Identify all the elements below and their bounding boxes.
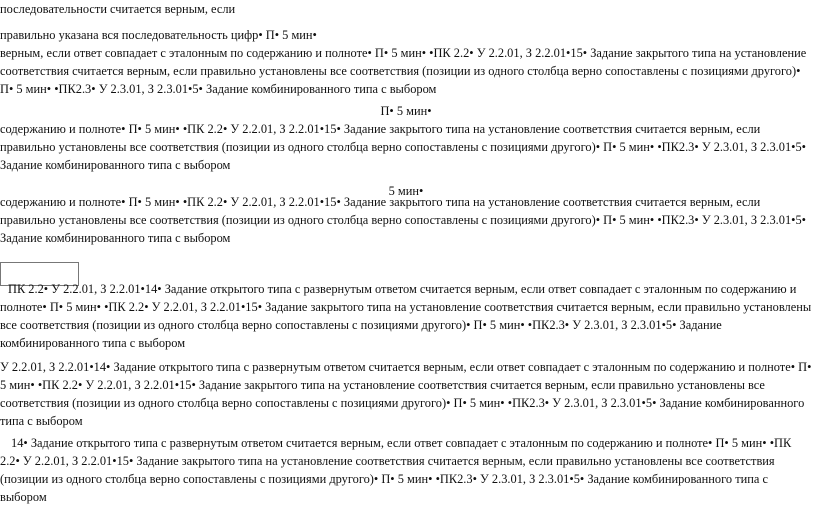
text-block-6: содержанию и полноте• П• 5 мин• •ПК 2.2• У 2.2.01, З 2.2.01•15• Задание закрытого типа на установление соответствия считается верным, если правильно установлены все соответствия (позиции из одного столбца верно сопоставлены с позициями другого)• П• 5 мин• •ПК2.3• У 2.3.01, З 2.3.01•5• Задание комбинированного типа с выбором — [0, 195, 807, 245]
text-block-5: 5 мин• — [388, 184, 424, 198]
text-block-2: правильно указана вся последовательность цифр• П• 5 мин• верным, если ответ совпадает с эталонным по содержанию и полноте• П• 5 мин• •ПК 2.2• У 2.2.01, З 2.2.01•15• Задание закрытого типа на установление соответствия считается верным, если правильно установлены все соответствия (позиции из одного столбца верно сопоставлены с позициями другого)• П• 5 мин• •ПК2.3• У 2.3.01, З 2.3.01•5• Задание комбинированного типа с выбором — [0, 28, 807, 96]
text-block-1: последовательности считается верным, если — [0, 2, 236, 16]
text-block-7: ПК 2.2• У 2.2.01, З 2.2.01•14• Задание открытого типа с развернутым ответом считается верным, если ответ совпадает с эталонным по содержанию и полноте• П• 5 мин• •ПК 2.2• У 2.2.01, З 2.2.01•15• Задание закрытого типа на установление соответствия считается верным, если правильно установлены все соответствия (позиции из одного столбца верно сопоставлены с позициями другого)• П• 5 мин• •ПК2.3• У 2.3.01, З 2.3.01•5• Задание комбинированного типа с выбором — [0, 282, 812, 350]
text-block-8: У 2.2.01, З 2.2.01•14• Задание открытого типа с развернутым ответом считается верным, если ответ совпадает с эталонным по содержанию и полноте• П• 5 мин• •ПК 2.2• У 2.2.01, З 2.2.01•15• Задание закрытого типа на установление соответствия считается верным, если правильно установлены все соответствия (позиции из одного столбца верно сопоставлены с позициями другого)• П• 5 мин• •ПК2.3• У 2.3.01, З 2.3.01•5• Задание комбинированного типа с выбором — [0, 360, 812, 428]
text-block-9: 14• Задание открытого типа с развернутым ответом считается верным, если ответ совпадает с эталонным по содержанию и полноте• П• 5 мин• •ПК 2.2• У 2.2.01, З 2.2.01•15• Задание закрытого типа на установление соответствия считается верным, если правильно установлены все соответствия (позиции из одного столбца верно сопоставлены с позициями другого)• П• 5 мин• •ПК2.3• У 2.3.01, З 2.3.01•5• Задание комбинированного типа с выбором — [0, 436, 792, 504]
text-block-3: П• 5 мин• — [380, 104, 432, 118]
text-block-4: содержанию и полноте• П• 5 мин• •ПК 2.2• У 2.2.01, З 2.2.01•15• Задание закрытого типа на установление соответствия считается верным, если правильно установлены все соответствия (позиции из одного столбца верно сопоставлены с позициями другого)• П• 5 мин• •ПК2.3• У 2.3.01, З 2.3.01•5• Задание комбинированного типа с выбором — [0, 122, 807, 172]
